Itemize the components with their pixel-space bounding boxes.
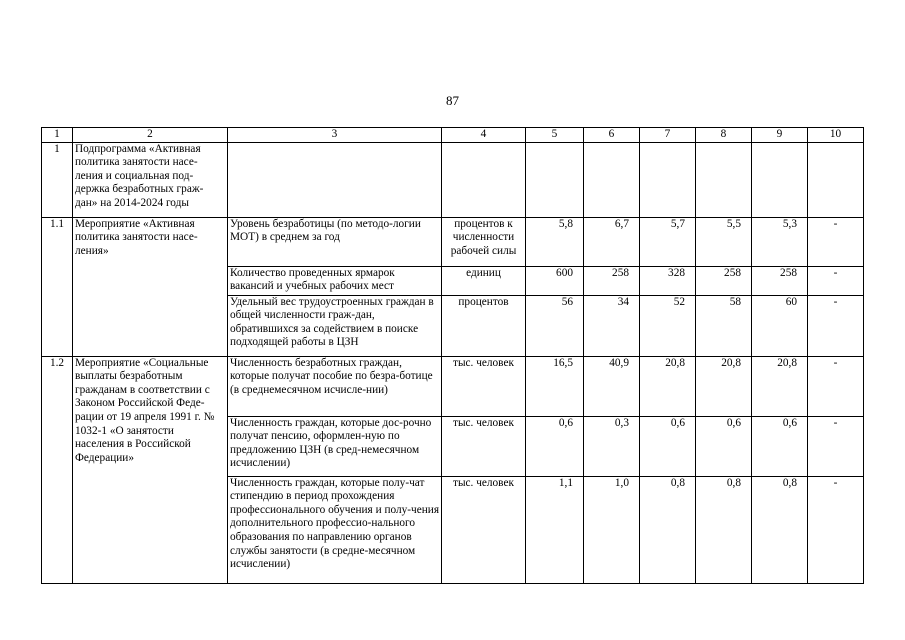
header-cell: 7 [640, 128, 696, 143]
measure-name: Мероприятие «Социальные выплаты безработным гражданам в соответствии с Законом Российской Феде-рации от 19 апреля 1991 г. № 1032-1 «О занятости населения в Российской Федерации» [73, 356, 228, 583]
header-cell: 1 [42, 128, 73, 143]
value-cell: 5,8 [526, 217, 584, 266]
value-cell: - [808, 356, 864, 416]
header-row [42, 128, 864, 143]
value-cell: 0,6 [752, 416, 808, 476]
header-cell: 3 [228, 128, 442, 143]
value-cell: 0,6 [526, 416, 584, 476]
value-cell: 0,8 [696, 476, 752, 583]
value-cell: 56 [526, 295, 584, 356]
header-cell: 10 [808, 128, 864, 143]
indicator-unit: тыс. человек [442, 356, 526, 416]
value-cell: 6,7 [584, 217, 640, 266]
value-cell: 60 [752, 295, 808, 356]
value-cell: 40,9 [584, 356, 640, 416]
indicator-text: Численность граждан, которые полу-чат стипендию в период прохождения профессионального обучения и полу-чения дополнительного профессио-нального образования по направлению органов службы занятости (в средне-месячном исчислении) [228, 476, 442, 583]
program-table [41, 127, 864, 584]
indicator-unit: процентов к численности рабочей силы [442, 217, 526, 266]
value-cell: 258 [696, 266, 752, 295]
value-cell: 20,8 [752, 356, 808, 416]
value-cell: 258 [584, 266, 640, 295]
value-cell: - [808, 266, 864, 295]
value-cell: 1,0 [584, 476, 640, 583]
header-cell: 8 [696, 128, 752, 143]
value-cell: 5,5 [696, 217, 752, 266]
value-cell: - [808, 416, 864, 476]
indicator-text: Уровень безработицы (по методо-логии МОТ) в среднем за год [228, 217, 442, 266]
value-cell: 1,1 [526, 476, 584, 583]
value-cell: 258 [752, 266, 808, 295]
table-row [42, 142, 864, 217]
value-cell: 5,3 [752, 217, 808, 266]
row-number: 1.1 [42, 217, 73, 356]
header-cell: 5 [526, 128, 584, 143]
page-number: 87 [446, 93, 459, 108]
value-cell: 0,6 [696, 416, 752, 476]
header-cell: 6 [584, 128, 640, 143]
row-number: 1.2 [42, 356, 73, 583]
value-cell: 0,8 [752, 476, 808, 583]
header-cell: 2 [73, 128, 228, 143]
indicator-unit: единиц [442, 266, 526, 295]
value-cell: - [808, 476, 864, 583]
indicator-text: Количество проведенных ярмарок вакансий и учебных рабочих мест [228, 266, 442, 295]
program-name: Подпрограмма «Активная политика занятости насе-ления и социальная под-держка безработных граж-дан» на 2014-2024 годы [73, 142, 228, 217]
indicator-text: Численность безработных граждан, которые получат пособие по безра-ботице (в среднемесячном исчисле-нии) [228, 356, 442, 416]
value-cell: 20,8 [696, 356, 752, 416]
indicator-text: Численность граждан, которые дос-рочно получат пенсию, оформлен-ную по предложению ЦЗН (в сред-немесячном исчислении) [228, 416, 442, 476]
row-number: 1 [42, 142, 73, 217]
value-cell: 5,7 [640, 217, 696, 266]
indicator-text: Удельный вес трудоустроенных граждан в общей численности граж-дан, обратившихся за содействием в поиске подходящей работы в ЦЗН [228, 295, 442, 356]
value-cell: 34 [584, 295, 640, 356]
value-cell: 52 [640, 295, 696, 356]
value-cell: 0,3 [584, 416, 640, 476]
value-cell: 600 [526, 266, 584, 295]
table-row [42, 217, 864, 266]
value-cell: - [808, 217, 864, 266]
value-cell: 16,5 [526, 356, 584, 416]
indicator-unit: процентов [442, 295, 526, 356]
header-cell: 9 [752, 128, 808, 143]
value-cell: 328 [640, 266, 696, 295]
indicator-unit: тыс. человек [442, 416, 526, 476]
value-cell: 58 [696, 295, 752, 356]
value-cell: 0,6 [640, 416, 696, 476]
indicator-unit: тыс. человек [442, 476, 526, 583]
table-row [42, 356, 864, 416]
value-cell: 0,8 [640, 476, 696, 583]
measure-name: Мероприятие «Активная политика занятости насе-ления» [73, 217, 228, 356]
value-cell: - [808, 295, 864, 356]
value-cell: 20,8 [640, 356, 696, 416]
header-cell: 4 [442, 128, 526, 143]
